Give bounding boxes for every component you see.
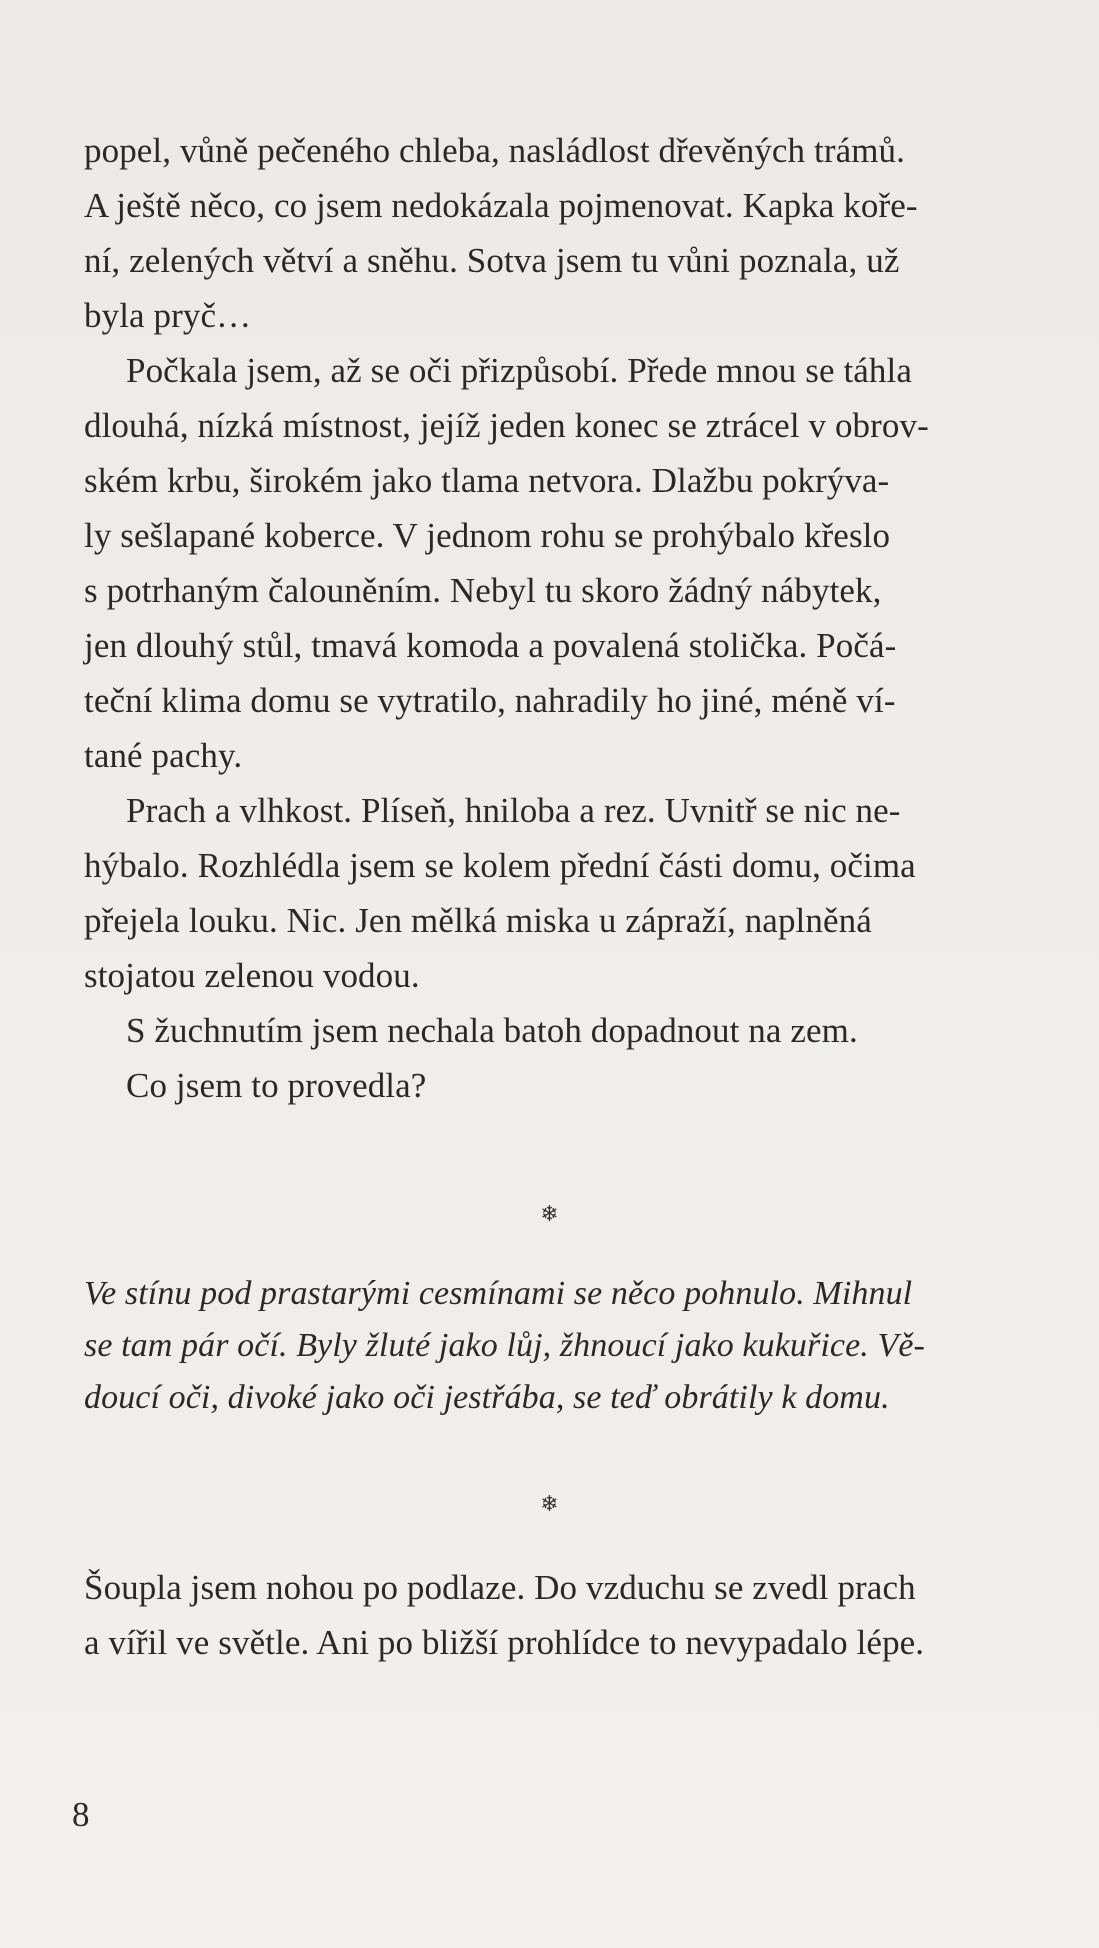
text-line: s potrhaným čalouněním. Nebyl tu skoro žádný nábytek,	[84, 571, 882, 610]
text-line: byla pryč…	[84, 296, 252, 335]
text-line: Prach a vlhkost. Plíseň, hniloba a rez. Uvnitř se nic ne-	[126, 791, 901, 830]
text-line: A ještě něco, co jsem nedokázala pojmenovat. Kapka koře-	[84, 186, 918, 225]
text-line: jen dlouhý stůl, tmavá komoda a povalená stolička. Počá-	[84, 626, 897, 665]
text-line: tané pachy.	[84, 736, 243, 775]
text-line: ly sešlapané koberce. V jednom rohu se prohýbalo křeslo	[84, 516, 891, 555]
page-number: 8	[72, 1795, 90, 1834]
text-line: Šoupla jsem nohou po podlaze. Do vzduchu se zvedl prach	[84, 1568, 916, 1607]
text-line: ském krbu, širokém jako tlama netvora. Dlažbu pokrýva-	[84, 461, 890, 500]
snowflake-separator-icon: ❄	[540, 1202, 559, 1227]
text-line: hýbalo. Rozhlédla jsem se kolem přední části domu, očima	[84, 846, 916, 885]
text-line: Počkala jsem, až se oči přizpůsobí. Přede mnou se táhla	[126, 351, 912, 390]
body-text-section	[84, 123, 1014, 1113]
text-line: ní, zelených větví a sněhu. Sotva jsem tu vůni poznala, už	[84, 241, 900, 280]
italic-text-line: se tam pár očí. Byly žluté jako lůj, žhnoucí jako kukuřice. Vě-	[84, 1327, 925, 1364]
text-line: teční klima domu se vytratilo, nahradily ho jiné, méně ví-	[84, 681, 896, 720]
final-paragraph	[84, 1560, 1014, 1670]
text-line: stojatou zelenou vodou.	[84, 956, 420, 995]
text-line: popel, vůně pečeného chleba, nasládlost dřevěných trámů.	[84, 131, 905, 170]
italic-text-line: doucí oči, divoké jako oči jestřába, se teď obrátily k domu.	[84, 1379, 890, 1416]
text-line: S žuchnutím jsem nechala batoh dopadnout na zem.	[126, 1011, 858, 1050]
text-line: přejela louku. Nic. Jen mělká miska u zápraží, naplněná	[84, 901, 872, 940]
snowflake-separator-icon: ❄	[540, 1492, 559, 1517]
italic-text-line: Ve stínu pod prastarými cesmínami se něco pohnulo. Mihnul	[84, 1275, 913, 1312]
text-line: Co jsem to provedla?	[126, 1066, 427, 1105]
text-line: dlouhá, nízká místnost, jejíž jeden konec se ztrácel v obrov-	[84, 406, 929, 445]
text-line: a vířil ve světle. Ani po bližší prohlídce to nevypadalo lépe.	[84, 1623, 925, 1662]
italic-interlude	[84, 1268, 1014, 1424]
